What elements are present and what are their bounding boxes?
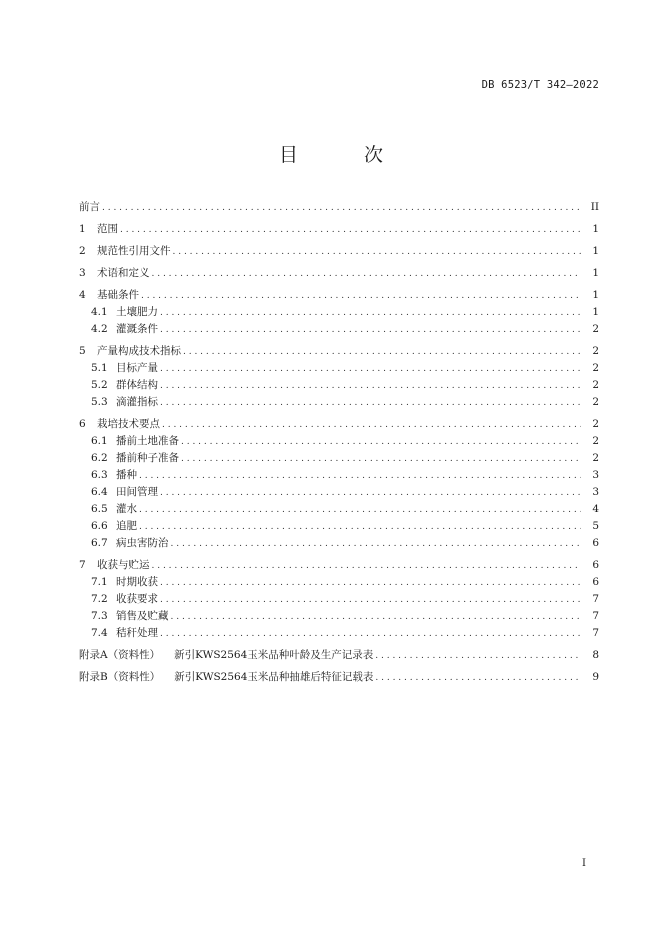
toc-entry-number: 4.2 (91, 323, 108, 335)
toc-entry-label: 群体结构 (116, 379, 158, 391)
toc-entry-appendix: 附录A（资料性） (79, 649, 161, 661)
toc-entry-page: 8 (592, 649, 599, 661)
toc-entry-label: 规范性引用文件 (97, 245, 171, 257)
toc-entry-page: 5 (592, 520, 599, 532)
toc-dot-leader (160, 626, 581, 642)
toc-dot-leader (375, 670, 581, 686)
toc-entry-page: 2 (592, 379, 599, 391)
toc-entry[interactable] (79, 669, 599, 686)
toc-entry-number: 7 (79, 559, 86, 571)
toc-dot-leader (160, 485, 581, 501)
toc-entry-number: 6.1 (91, 435, 108, 447)
toc-dot-leader (160, 322, 581, 338)
toc-entry-number: 4.1 (91, 306, 108, 318)
toc-entry-label: 栽培技术要点 (97, 418, 160, 430)
toc-entry-number: 2 (79, 245, 86, 257)
toc-dot-leader (160, 378, 581, 394)
toc-title: 目 次 (278, 144, 414, 166)
toc-entry-number: 5.3 (91, 396, 108, 408)
toc-entry-appendix: 附录B（资料性） (79, 671, 161, 683)
toc-entry-label: 目标产量 (116, 362, 158, 374)
toc-entry-number: 5.1 (91, 362, 108, 374)
toc-entry-number: 3 (79, 267, 86, 279)
toc-entry[interactable] (79, 287, 599, 304)
toc-dot-leader (152, 266, 582, 282)
toc-entry-page: 2 (592, 396, 599, 408)
toc-entry-page: 7 (592, 627, 599, 639)
toc-dot-leader (375, 648, 581, 664)
toc-entry[interactable] (79, 557, 599, 574)
toc-entry[interactable] (79, 591, 599, 608)
toc-entry[interactable] (79, 625, 599, 642)
toc-entry[interactable] (79, 574, 599, 591)
toc-entry[interactable] (79, 450, 599, 467)
toc-entry-page: 1 (592, 245, 599, 257)
toc-entry[interactable] (79, 377, 599, 394)
toc-entry-number: 6.5 (91, 503, 108, 515)
toc-entry-label: 前言 (79, 201, 100, 213)
toc-entry[interactable] (79, 535, 599, 552)
toc-entry[interactable] (79, 647, 599, 664)
toc-entry-page: 2 (592, 323, 599, 335)
table-of-contents (79, 199, 599, 686)
toc-entry-label: 销售及贮藏 (116, 610, 169, 622)
toc-dot-leader (160, 395, 581, 411)
toc-dot-leader (141, 288, 581, 304)
toc-entry[interactable] (79, 321, 599, 338)
toc-dot-leader (102, 200, 581, 216)
toc-entry[interactable] (79, 304, 599, 321)
toc-entry-page: 1 (592, 267, 599, 279)
toc-entry-page: 1 (592, 306, 599, 318)
toc-entry-page: 3 (592, 486, 599, 498)
toc-entry-page: 4 (592, 503, 599, 515)
toc-entry[interactable] (79, 394, 599, 411)
toc-entry[interactable] (79, 243, 599, 260)
toc-entry-page: 1 (592, 223, 599, 235)
toc-entry-page: 6 (592, 537, 599, 549)
toc-dot-leader (160, 305, 581, 321)
toc-entry-page: 9 (592, 671, 599, 683)
toc-entry-page: 2 (592, 452, 599, 464)
toc-entry-label: 收获与贮运 (97, 559, 150, 571)
toc-entry-number: 6 (79, 418, 86, 430)
toc-entry-number: 6.7 (91, 537, 108, 549)
toc-entry-page: II (590, 201, 599, 213)
toc-entry-number: 1 (79, 223, 86, 235)
page-number: I (582, 858, 586, 869)
toc-entry-page: 7 (592, 593, 599, 605)
toc-entry[interactable] (79, 265, 599, 282)
toc-entry-number: 7.3 (91, 610, 108, 622)
toc-entry-label: 新引KWS2564玉米品种叶龄及生产记录表 (174, 649, 374, 661)
toc-entry-number: 4 (79, 289, 86, 301)
toc-dot-leader (160, 575, 581, 591)
toc-entry-page: 2 (592, 362, 599, 374)
toc-entry-label: 范围 (97, 223, 118, 235)
toc-entry-label: 秸秆处理 (116, 627, 158, 639)
toc-dot-leader (181, 434, 581, 450)
toc-entry-label: 灌水 (116, 503, 137, 515)
toc-entry-page: 2 (592, 435, 599, 447)
toc-entry[interactable] (79, 360, 599, 377)
toc-entry-label: 基础条件 (97, 289, 139, 301)
toc-entry-page: 1 (592, 289, 599, 301)
toc-dot-leader (160, 361, 581, 377)
toc-entry-number: 6.3 (91, 469, 108, 481)
toc-entry-label: 病虫害防治 (116, 537, 169, 549)
toc-entry-page: 2 (592, 345, 599, 357)
toc-entry-page: 7 (592, 610, 599, 622)
toc-dot-leader (173, 244, 582, 260)
toc-entry[interactable] (79, 608, 599, 625)
toc-entry-label: 田间管理 (116, 486, 158, 498)
toc-entry-label: 新引KWS2564玉米品种抽雄后特征记载表 (174, 671, 374, 683)
toc-dot-leader (160, 592, 581, 608)
toc-entry[interactable] (79, 221, 599, 238)
toc-entry[interactable] (79, 343, 599, 360)
toc-entry-label: 土壤肥力 (116, 306, 158, 318)
toc-dot-leader (171, 609, 582, 625)
toc-entry[interactable] (79, 501, 599, 518)
toc-dot-leader (171, 536, 582, 552)
toc-entry-page: 6 (592, 576, 599, 588)
toc-entry[interactable] (79, 484, 599, 501)
toc-dot-leader (139, 502, 581, 518)
toc-entry-label: 灌溉条件 (116, 323, 158, 335)
toc-dot-leader (120, 222, 581, 238)
toc-entry-number: 7.2 (91, 593, 108, 605)
toc-dot-leader (181, 451, 581, 467)
toc-entry-label: 追肥 (116, 520, 137, 532)
toc-entry-label: 播种 (116, 469, 137, 481)
toc-entry-page: 3 (592, 469, 599, 481)
toc-entry-number: 5 (79, 345, 86, 357)
toc-entry[interactable] (79, 467, 599, 484)
toc-entry-label: 播前种子准备 (116, 452, 179, 464)
toc-dot-leader (162, 417, 581, 433)
toc-entry-label: 时期收获 (116, 576, 158, 588)
doc-code: DB 6523/T 342—2022 (481, 79, 599, 91)
toc-entry-label: 播前土地准备 (116, 435, 179, 447)
toc-entry-page: 2 (592, 418, 599, 430)
toc-entry[interactable] (79, 518, 599, 535)
toc-entry-label: 产量构成技术指标 (97, 345, 181, 357)
toc-dot-leader (152, 558, 582, 574)
toc-entry-page: 6 (592, 559, 599, 571)
toc-entry-number: 6.6 (91, 520, 108, 532)
toc-entry-number: 6.2 (91, 452, 108, 464)
toc-entry[interactable] (79, 199, 599, 216)
toc-entry[interactable] (79, 416, 599, 433)
toc-entry-label: 收获要求 (116, 593, 158, 605)
toc-dot-leader (139, 519, 581, 535)
toc-entry-number: 7.4 (91, 627, 108, 639)
toc-dot-leader (139, 468, 581, 484)
toc-entry-number: 7.1 (91, 576, 108, 588)
toc-entry-number: 5.2 (91, 379, 108, 391)
toc-entry-label: 滴灌指标 (116, 396, 158, 408)
toc-dot-leader (183, 344, 581, 360)
toc-entry-number: 6.4 (91, 486, 108, 498)
toc-entry[interactable] (79, 433, 599, 450)
toc-entry-label: 术语和定义 (97, 267, 150, 279)
